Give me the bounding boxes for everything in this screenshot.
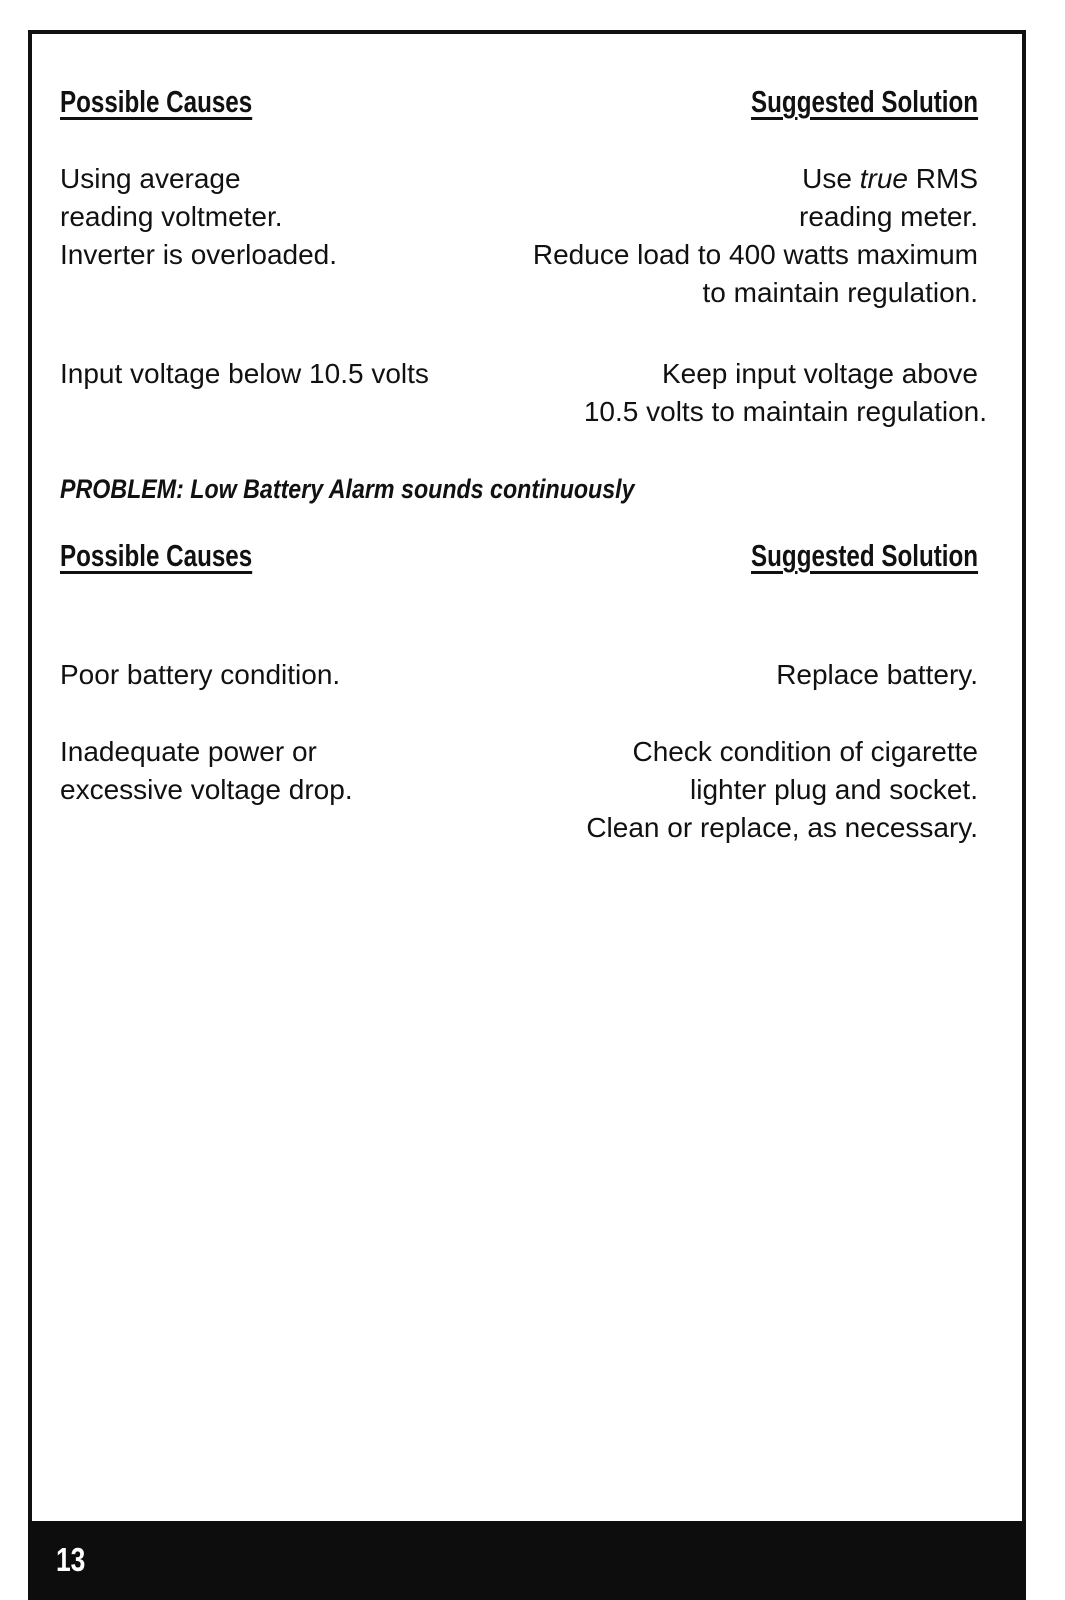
solution-text: Keep input voltage above 10.5 volts to maintain regulation. [583, 358, 987, 427]
footer-bar [28, 1521, 1026, 1600]
solution-text: Reduce load to 400 watts maximum to maintain regulation. [532, 239, 978, 308]
cause-text: Input voltage below 10.5 volts [60, 358, 429, 389]
cause-text: Inverter is overloaded. [60, 239, 338, 270]
suggested-solution-header: Suggested Solution [750, 84, 978, 119]
problem-heading: PROBLEM: Low Battery Alarm sounds continuously [60, 474, 635, 504]
solution-text: Check condition of cigarette lighter plug and socket. Clean or replace, as necessary. [586, 736, 978, 843]
solution-text: Use true RMS reading meter. [799, 163, 978, 232]
page-number: 13 [56, 1541, 86, 1578]
solution-text: Replace battery. [776, 659, 978, 690]
cause-text: Using average reading voltmeter. [60, 163, 283, 232]
possible-causes-header: Possible Causes [60, 84, 253, 119]
cause-text: Poor battery condition. [60, 659, 341, 690]
cause-text: Inadequate power or excessive voltage drop. [60, 736, 353, 805]
possible-causes-header: Possible Causes [60, 538, 253, 573]
suggested-solution-header: Suggested Solution [750, 538, 978, 573]
